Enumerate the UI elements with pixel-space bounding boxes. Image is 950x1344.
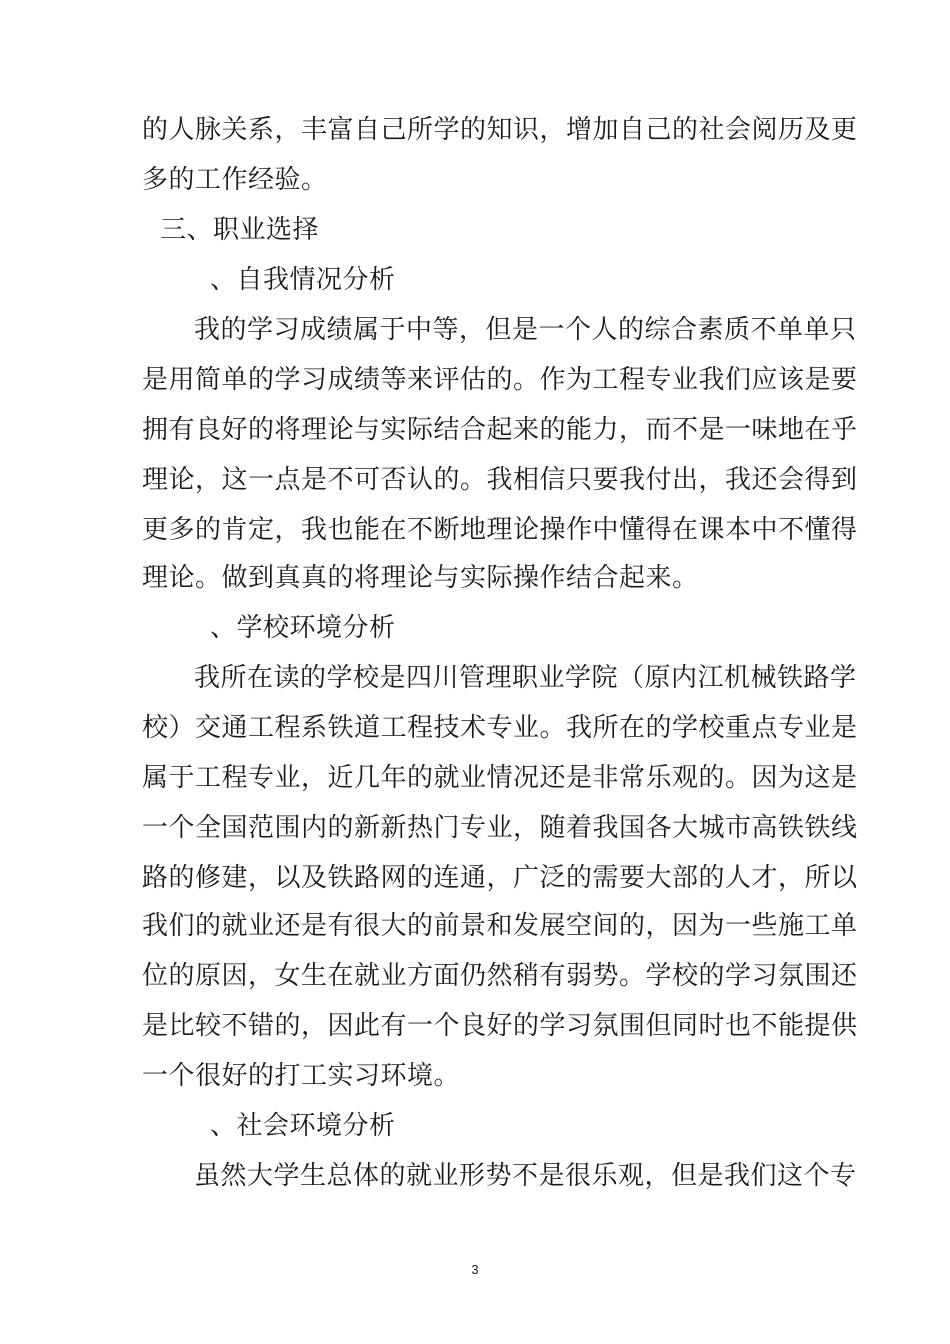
paragraph-line: 理论。做到真真的将理论与实际操作结合起来。: [142, 563, 699, 593]
paragraph-line: 一个全国范围内的新新热门专业，随着我国各大城市高铁铁线: [142, 813, 858, 843]
paragraph-line: 我们的就业还是有很大的前景和发展空间的，因为一些施工单: [142, 911, 858, 941]
paragraph-line: 是比较不错的，因此有一个良好的学习氛围但同时也不能提供: [142, 1011, 858, 1041]
paragraph-line: 的人脉关系，丰富自己所学的知识，增加自己的社会阅历及更: [142, 115, 858, 145]
paragraph-line: 校）交通工程系铁道工程技术专业。我所在的学校重点专业是: [142, 713, 858, 743]
paragraph-line: 位的原因，女生在就业方面仍然稍有弱势。学校的学习氛围还: [142, 961, 858, 991]
paragraph-line: 我所在读的学校是四川管理职业学院（原内江机械铁路学: [194, 663, 857, 693]
paragraph-line: 是用简单的学习成绩等来评估的。作为工程专业我们应该是要: [142, 365, 858, 395]
paragraph-line: 多的工作经验。: [142, 165, 328, 195]
paragraph-line: 一个很好的打工实习环境。: [142, 1061, 461, 1091]
subsection-heading: 、自我情况分析: [210, 265, 396, 295]
paragraph-line: 属于工程专业，近几年的就业情况还是非常乐观的。因为这是: [142, 763, 858, 793]
paragraph-line: 更多的肯定，我也能在不断地理论操作中懂得在课本中不懂得: [142, 515, 858, 545]
subsection-heading: 、社会环境分析: [210, 1111, 396, 1141]
paragraph-line: 拥有良好的将理论与实际结合起来的能力，而不是一味地在乎: [142, 415, 858, 445]
page-number: 3: [471, 1262, 479, 1277]
subsection-heading: 、学校环境分析: [210, 613, 396, 643]
paragraph-line: 我的学习成绩属于中等，但是一个人的综合素质不单单只: [194, 315, 857, 345]
paragraph-line: 路的修建，以及铁路网的连通，广泛的需要大部的人才，所以: [142, 863, 858, 893]
paragraph-line: 理论，这一点是不可否认的。我相信只要我付出，我还会得到: [142, 465, 858, 495]
paragraph-line: 虽然大学生总体的就业形势不是很乐观，但是我们这个专: [194, 1161, 857, 1191]
section-heading: 三、职业选择: [160, 215, 320, 245]
